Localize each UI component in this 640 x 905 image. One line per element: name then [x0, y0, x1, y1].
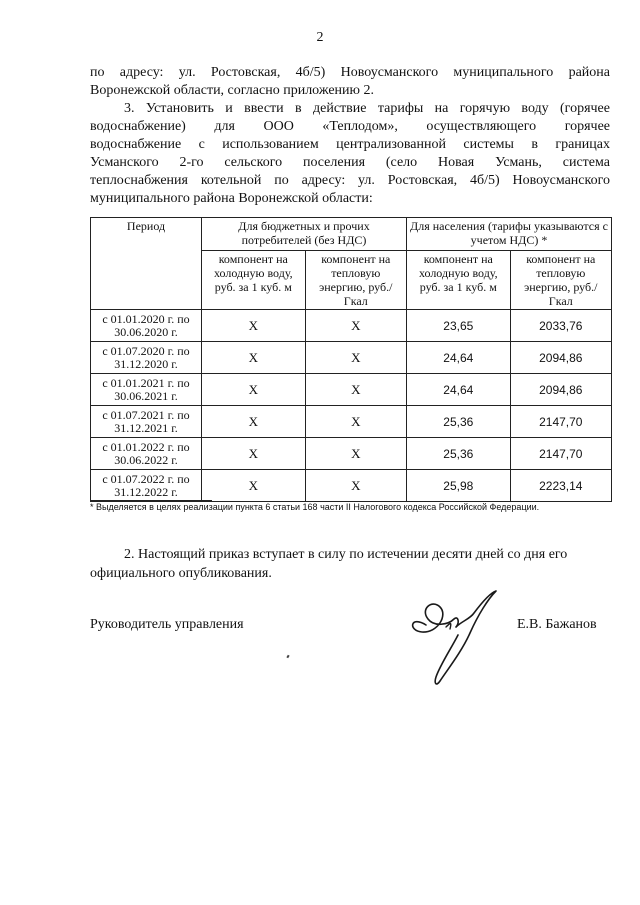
- header-thermal-energy-population: компонент на тепловую энергию, руб./Гкал: [510, 251, 611, 310]
- header-cold-water-population: компонент на холодную воду, руб. за 1 куб. м: [406, 251, 510, 310]
- budget-heat-cell: X: [305, 438, 406, 470]
- header-thermal-energy-budget: компонент на тепловую энергию, руб./Гкал: [305, 251, 406, 310]
- text-line: теплоснабжения котельной по адресу: ул. Ростовская, 4б/5) Новоусманского: [90, 173, 610, 188]
- period-cell: с 01.01.2020 г. по 30.06.2020 г.: [91, 310, 202, 342]
- header-period: Период: [91, 218, 202, 310]
- page-number: 2: [316, 30, 324, 45]
- text-line: водоснабжение) для ООО «Теплодом», осуществляющего горячее: [90, 119, 610, 134]
- period-cell: с 01.07.2022 г. по 31.12.2022 г.: [91, 470, 202, 502]
- table-row: [91, 310, 612, 342]
- text-line: Воронежской области, согласно приложению 2.: [90, 83, 374, 98]
- population-heat-cell: 2094,86: [510, 342, 611, 374]
- population-heat-cell: 2033,76: [510, 310, 611, 342]
- header-population: Для населения (тарифы указываются с учетом НДС) *: [406, 218, 611, 251]
- text-line: 2. Настоящий приказ вступает в силу по истечении десяти дней со дня его: [124, 547, 568, 562]
- text-line: муниципального района Воронежской области:: [90, 191, 373, 206]
- period-cell: с 01.01.2021 г. по 30.06.2021 г.: [91, 374, 202, 406]
- paragraph-clause-2: [90, 545, 610, 583]
- footnote-divider: [90, 500, 212, 501]
- population-cold-cell: 25,98: [406, 470, 510, 502]
- budget-cold-cell: X: [202, 470, 306, 502]
- table-row: [91, 342, 612, 374]
- population-heat-cell: 2094,86: [510, 374, 611, 406]
- paragraph-clause-3: [90, 100, 610, 208]
- text-line: Усманского 2-го сельского поселения (село Новая Усмань, система: [90, 155, 610, 170]
- handwritten-signature: [404, 585, 504, 695]
- text-line: по адресу: ул. Ростовская, 4б/5) Новоусманского муниципального района: [90, 65, 610, 80]
- period-cell: с 01.01.2022 г. по 30.06.2022 г.: [91, 438, 202, 470]
- paragraph-address-continuation: [90, 64, 610, 100]
- budget-heat-cell: X: [305, 406, 406, 438]
- footnote: * Выделяется в целях реализации пункта 6 статьи 168 части II Налогового кодекса Российской Федерации.: [90, 502, 540, 512]
- header-budget-consumers: Для бюджетных и прочих потребителей (без НДС): [202, 218, 407, 251]
- tariff-table: [90, 217, 612, 502]
- population-cold-cell: 24,64: [406, 342, 510, 374]
- text-line: 3. Установить и ввести в действие тарифы на горячую воду (горячее: [124, 101, 610, 116]
- table-row: [91, 374, 612, 406]
- scan-speck: [286, 655, 289, 659]
- budget-cold-cell: X: [202, 342, 306, 374]
- population-cold-cell: 23,65: [406, 310, 510, 342]
- population-cold-cell: 25,36: [406, 438, 510, 470]
- text-line: водоснабжение с использованием централизованной системы в границах: [90, 137, 610, 152]
- text-line: официального опубликования.: [90, 566, 272, 581]
- period-cell: с 01.07.2021 г. по 31.12.2021 г.: [91, 406, 202, 438]
- budget-heat-cell: X: [305, 470, 406, 502]
- budget-cold-cell: X: [202, 310, 306, 342]
- budget-heat-cell: X: [305, 342, 406, 374]
- budget-heat-cell: X: [305, 310, 406, 342]
- signatory-title: Руководитель управления: [90, 617, 244, 632]
- population-cold-cell: 25,36: [406, 406, 510, 438]
- table-row: [91, 470, 612, 502]
- budget-heat-cell: X: [305, 374, 406, 406]
- population-heat-cell: 2147,70: [510, 438, 611, 470]
- header-cold-water-budget: компонент на холодную воду, руб. за 1 куб. м: [202, 251, 306, 310]
- table-row: [91, 406, 612, 438]
- population-cold-cell: 24,64: [406, 374, 510, 406]
- population-heat-cell: 2147,70: [510, 406, 611, 438]
- population-heat-cell: 2223,14: [510, 470, 611, 502]
- budget-cold-cell: X: [202, 406, 306, 438]
- budget-cold-cell: X: [202, 374, 306, 406]
- period-cell: с 01.07.2020 г. по 31.12.2020 г.: [91, 342, 202, 374]
- signatory-name: Е.В. Бажанов: [517, 617, 597, 632]
- budget-cold-cell: X: [202, 438, 306, 470]
- table-row: [91, 438, 612, 470]
